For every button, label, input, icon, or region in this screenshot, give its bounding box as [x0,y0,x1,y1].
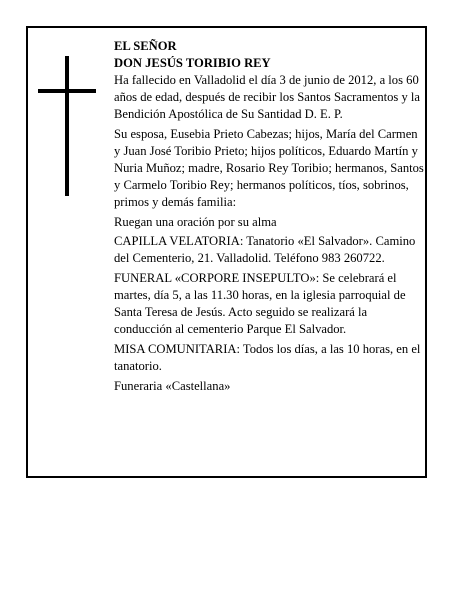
cross-horizontal-bar [38,89,96,93]
chapel-info: CAPILLA VELATORIA: Tanatorio «El Salvador». Camino del Cementerio, 21. Valladolid. Teléfono 983 260722. [114,234,416,265]
cross-vertical-bar [65,56,69,196]
deceased-name: DON JESÚS TORIBIO REY [114,56,271,70]
funeral-home: Funeraria «Castellana» [114,379,231,393]
death-announcement: Ha fallecido en Valladolid el día 3 de junio de 2012, a los 60 años de edad, después de recibir los Santos Sacramentos y la Bendición Apostólica de Su Santidad D. E. P. [114,73,421,121]
mass-info: MISA COMUNITARIA: Todos los días, a las 10 horas, en el tanatorio. [114,342,421,373]
funeral-info: FUNERAL «CORPORE INSEPULTO»: Se celebrará el martes, día 5, a las 11.30 horas, en la iglesia parroquial de Santa Teresa de Jesús. Acto seguido se realizará la conducción al cementerio Parque El Salvador. [114,271,406,336]
obituary-title-line-1: EL SEÑOR [114,39,177,53]
obituary-text [114,38,424,398]
family-list: Su esposa, Eusebia Prieto Cabezas; hijos, María del Carmen y Juan José Toribio Prieto; hijos políticos, Eduardo Martín y Nuria Muñoz; madre, Rosario Rey Toribio; hermanos, Santos y Carmelo Toribio Rey; hermanos políticos, tíos, sobrinos, primos y demás familia: [114,127,424,209]
prayer-request: Ruegan una oración por su alma [114,215,277,229]
latin-cross-icon [38,56,96,196]
